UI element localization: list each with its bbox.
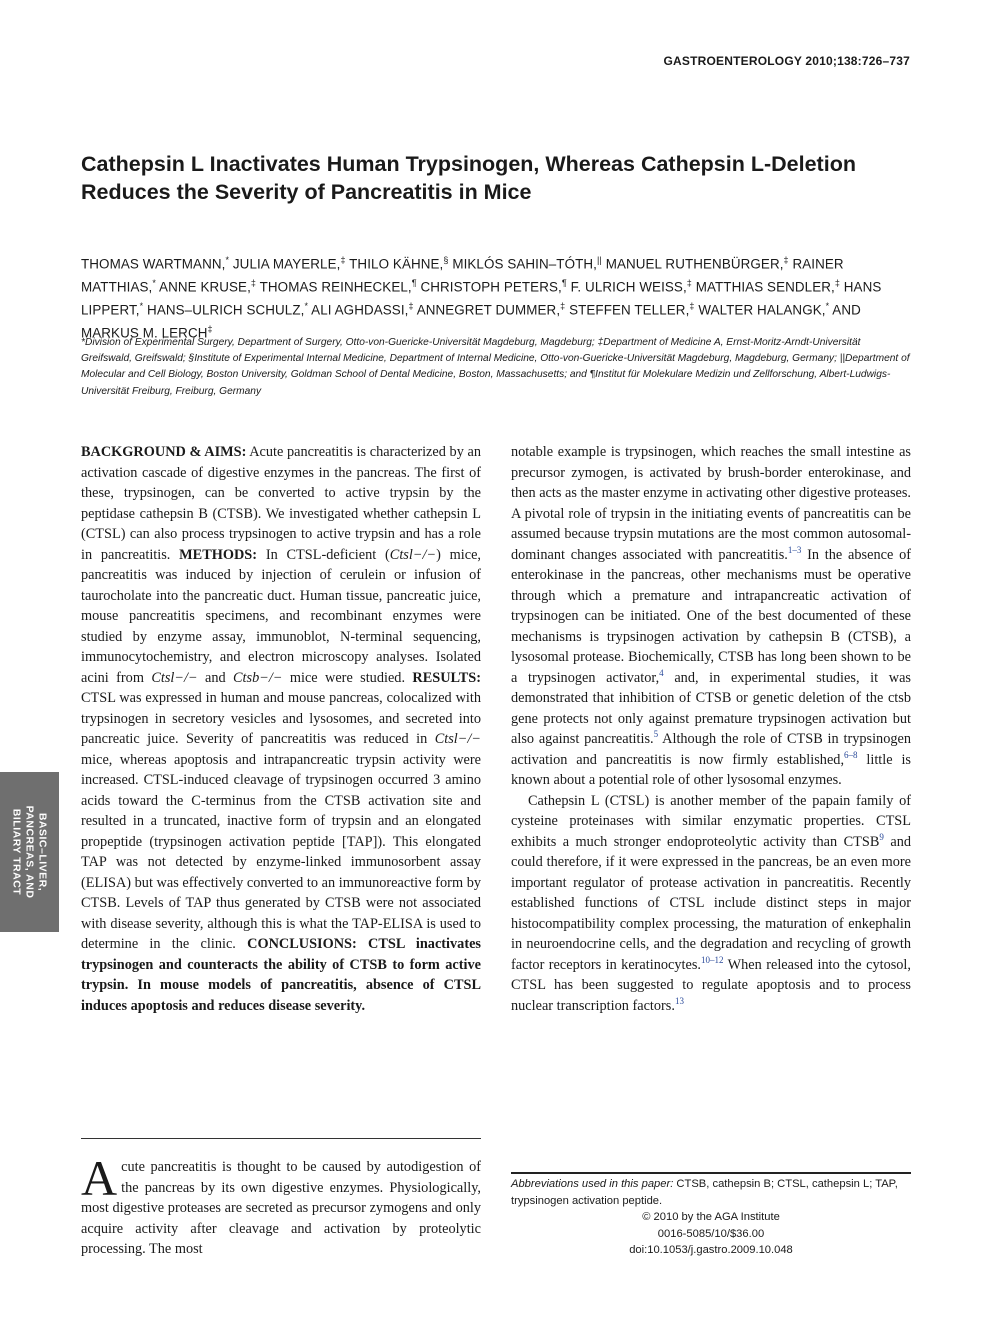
affiliation-mark: ‡ [340,255,346,265]
intro-paragraph-left [81,1150,481,1260]
affiliation-mark: * [825,300,830,311]
affiliation-mark: * [304,300,309,311]
author-name: ANNEGRET DUMMER, [416,302,561,318]
abstract-methods-text-3: mice were studied. [282,669,406,686]
footnote [511,1176,911,1259]
abstract-background-text: Acute pancreatitis is characterized by an activation cascade of digestive enzymes in the pancreas. The first of these, trypsinogen, can be converted to active trypsin by the peptidase cathepsin B (CTSB). We investigated whether cathepsin L (CTSL) can also process trypsinogen to active trypsin and has a role in pancreatitis. [81,444,481,563]
affiliation-mark: ‡ [686,277,692,288]
abstract-divider [81,1138,481,1139]
author-name: THILO KÄHNE, [349,256,444,272]
author-name: WALTER HALANGK, [698,302,826,318]
section-side-tab-label [10,806,49,899]
author-name: THOMAS WARTMANN, [81,256,226,272]
author-name: THOMAS REINHECKEL, [259,279,412,295]
doi-link[interactable]: doi:10.1053/j.gastro.2009.10.048 [629,1244,793,1256]
citation-link[interactable]: 13 [674,995,684,1006]
author-name: ANNE KRUSE, [159,279,251,295]
affiliation-mark: * [152,277,156,288]
abstract-results-text-1: CTSL was expressed in human and mouse pancreas, colocalized with trypsinogen in secretory vesicles and lysosomes, and secreted into pancreatic juice. Severity of pancreatitis was reduced in [81,690,481,747]
abbreviations-text: CTSB, cathepsin B; CTSL, cathepsin L; TAP, trypsinogen activation peptide. [511,1178,898,1207]
author-name: HANS LIPPERT, [81,279,882,318]
affiliation-mark: ¶ [411,277,417,288]
citation-link[interactable]: 10–12 [700,954,724,965]
citation-link[interactable]: 5 [653,729,659,740]
footnote-divider [511,1172,911,1174]
affiliation-mark: ‡ [783,255,789,265]
ctsl-knockout-term: Ctsl−/− [151,669,198,686]
author-name: MIKLÓS SAHIN–TÓTH, [452,256,597,272]
author-name: F. ULRICH WEISS, [570,279,687,295]
affiliation-mark: ‡ [207,323,213,334]
side-tab-line: BASIC–LIVER, [36,812,49,892]
affiliation-mark: * [225,255,230,265]
author-name: HANS–ULRICH SCHULZ, [147,302,305,318]
affiliation-mark: § [443,255,449,265]
citation-link[interactable]: 4 [659,667,664,678]
abstract-methods-text-1: In CTSL-deficient ( [265,546,390,563]
affiliations: *Division of Experimental Surgery, Department of Surgery, Otto-von-Guericke-Universität Magdeburg, Magdeburg; ‡Department of Medicine A, Ernst-Moritz-Arndt-Universität Greifswald, Greifswald; §Institute of Experimental Internal Medicine, Department of Internal Medicine, Otto-von-Guericke-Universität Magdeburg, Magdeburg, Germany; ||Department of Molecular and Cell Biology, Boston University, Goldman School of Dental Medicine, Boston, Massachusetts; and ¶Institut für Molekulare Medizin und Zellforschung, Albert-Ludwigs-Universität Freiburg, Freiburg, Germany [81,337,910,397]
author-name: ALI AGHDASSI, [311,302,409,318]
citation-link[interactable]: 6–8 [844,749,858,760]
side-tab-line: PANCREAS, AND [23,805,36,899]
abstract-methods-and: and [197,669,233,686]
abbreviations-note [511,1176,911,1209]
ctsb-knockout-term: Ctsb−/− [233,669,283,686]
abbreviations-label: Abbreviations used in this paper: [511,1178,674,1190]
author-name: AND MARKUS M. LERCH [81,302,861,341]
ctsl-knockout-term: Ctsl−/− [389,546,437,563]
body-text: Although the role of CTSB in trypsinogen activation and pancreatitis is now firmly established, [511,731,911,768]
body-text: notable example is trypsinogen, which reaches the small intestine as precursor zymogen, is activated by brush-border enterokinase, and then acts as the master enzyme in activating other digestive proteases. A pivotal role of trypsin in the initiating events of pancreatitis can be assumed because trypsin mutations are the most common autosomal-dominant changes associated with pancreatitis. [511,444,911,563]
article-title: Cathepsin L Inactivates Human Trypsinogen, Whereas Cathepsin L-Deletion Reduces the Severity of Pancreatitis in Mice [81,152,856,204]
abstract-results-text-2: mice, whereas apoptosis and intrapancreatic trypsin activity were increased. CTSL-induced cleavage of trypsinogen occurred 3 amino acids toward the C-terminus from the CTSB activation site and resulted in a truncated, inactive form of trypsin and an elongated propeptide (trypsinogen activation peptide [TAP]). This elongated TAP was not detected by enzyme-linked immunosorbent assay (ELISA) but was effectively converted to an immunoreactive form by CTSB. Levels of TAP thus generated by CTSB were not associated with disease severity, although this is what the TAP-ELISA is used to determine in the clinic. [81,751,481,952]
author-name: STEFFEN TELLER, [569,302,690,318]
affiliation-mark: ‡ [250,277,257,288]
citation-link[interactable]: 9 [879,831,884,842]
author-name: MANUEL RUTHENBÜRGER, [605,256,784,272]
body-text: In the absence of enterokinase in the pancreas, other mechanisms must be operative through which a premature and intrapancreatic activation of trypsinogen can be initiated. One of the best documented of these mechanisms is trypsinogen activation by cathepsin B (CTSB), a lysosomal protease. Biochemically, CTSB has long been shown to be a trypsinogen activator, [511,546,911,686]
author-name: MATTHIAS SENDLER, [695,279,835,295]
affiliation-mark: ‡ [689,300,695,311]
body-text: When released into the cytosol, CTSL has been suggested to regulate apoptosis and to process nuclear transcription factors. [511,956,911,1014]
body-text: Cathepsin L (CTSL) is another member of the papain family of cysteine proteinases with similar enzymatic properties. CTSL exhibits a much stronger endoproteolytic activity than CTSB [511,792,911,850]
body-column-right [511,442,911,1016]
copyright-line: © 2010 by the AGA Institute [642,1211,780,1223]
body-text: and could therefore, if it were expressed in the pancreas, be an even more important regulator of protease activation in pancreatitis. Recently established functions of CTSL include distinct steps in major histocompatibility complex processing, the maturation of enkephalin in neuroendocrine cells, and the degradation and recycling of growth factor receptors in keratinocytes. [511,833,911,973]
abstract [81,442,481,1016]
affiliation-mark: || [596,255,602,265]
journal-reference: GASTROENTEROLOGY 2010;138:726–737 [663,54,910,68]
affiliation-mark: ‡ [834,277,840,288]
abstract-methods-label: METHODS: [179,546,258,563]
abstract-results-label: RESULTS: [412,669,482,686]
author-name: RAINER MATTHIAS, [81,256,844,295]
abstract-background-label: BACKGROUND & AIMS: [81,444,247,460]
affiliation-mark: * [139,300,144,311]
abstract-conclusions-label: CONCLUSIONS: [247,936,357,952]
author-name: JULIA MAYERLE, [232,256,341,272]
issn-line: 0016-5085/10/$36.00 [657,1227,765,1240]
affiliation-mark: ‡ [560,300,566,311]
affiliation-mark: ‡ [408,300,414,311]
abstract-conclusions-text: CTSL inactivates trypsinogen and counteracts the ability of CTSB to form active trypsin. In mouse models of pancreatitis, absence of CTSL induces apoptosis and reduces disease severity. [81,936,481,1014]
section-side-tab [0,772,59,932]
body-text: little is known about a potential role of other lysosomal enzymes. [511,751,911,788]
ctsl-knockout-term: Ctsl−/− [434,731,481,747]
author-name: CHRISTOPH PETERS, [420,279,562,295]
body-paragraph [511,442,911,791]
body-paragraph [511,791,911,1017]
side-tab-line: BILIARY TRACT [10,808,23,896]
abstract-methods-text-2: ) mice, pancreatitis was induced by injection of cerulein or infusion of taurocholate into the pancreatic duct. Human tissue, pancreatic juice, mouse pancreatitis specimens, and recombinant enzymes were studied by enzyme assay, immunoblot, N-terminal sequencing, immunocytochemistry, and electron microscopy analyses. Isolated acini from [81,546,482,686]
affiliation-mark: ¶ [561,277,567,288]
drop-cap: A [81,1150,118,1206]
intro-text: cute pancreatitis is thought to be caused by autodigestion of the pancreas by its own digestive enzymes. Physiologically, most digestive proteases are secreted as precursor zymogens and only acquire activity after cleavage and activation by proteolytic processing. The most [81,1159,481,1257]
body-text: and, in experimental studies, it was demonstrated that inhibition of CTSB or genetic deletion of the ctsb gene protects not only against premature trypsinogen activation but also against pancreatitis. [511,669,911,747]
citation-link[interactable]: 1–3 [787,544,802,555]
author-list [81,251,911,343]
